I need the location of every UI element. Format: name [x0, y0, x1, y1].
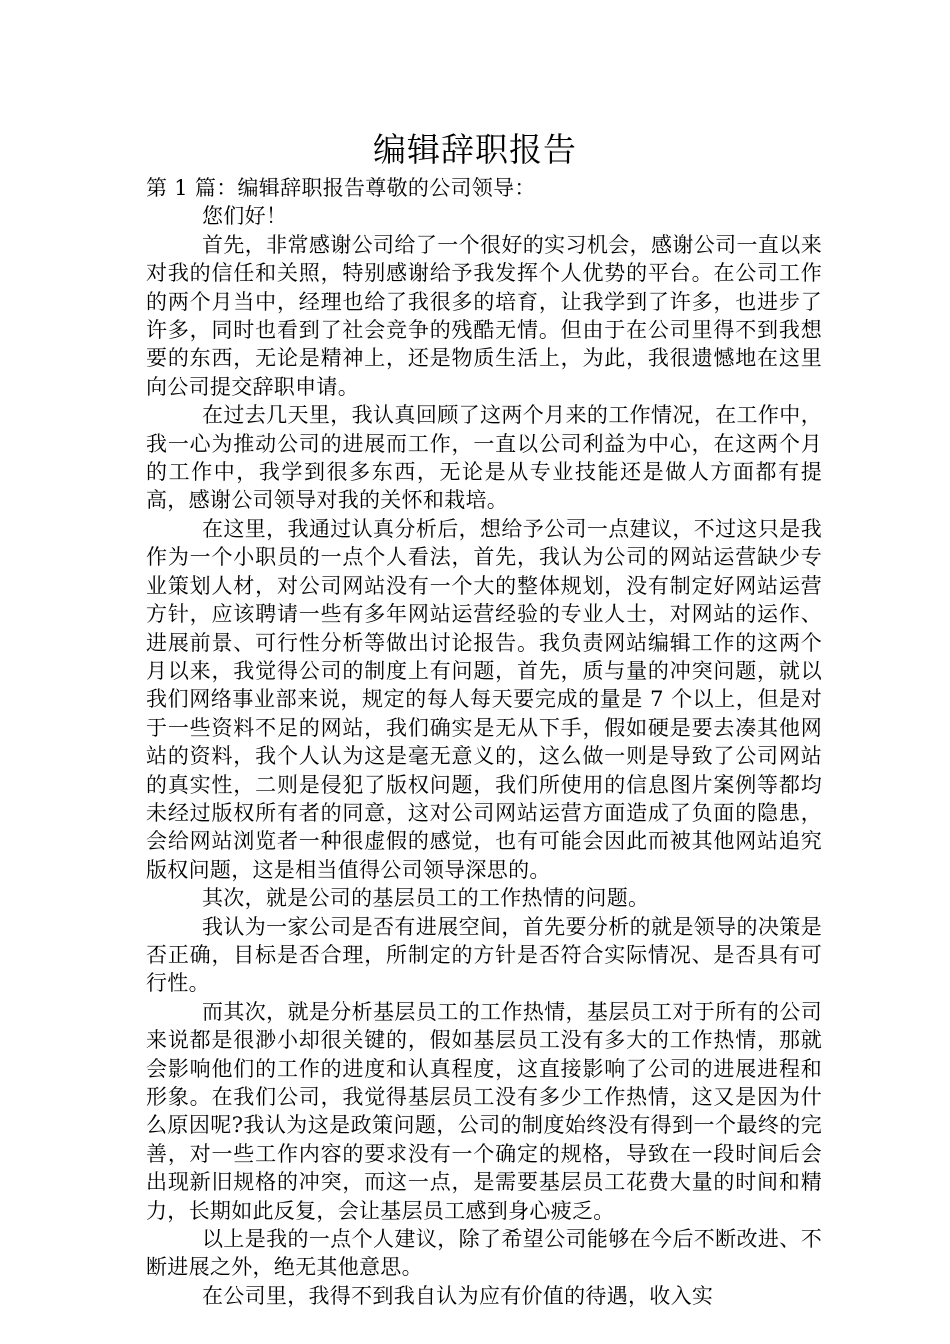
paragraph-suggestion: 在这里，我通过认真分析后，想给予公司一点建议，不过这只是我作为一个小职员的一点个人看法，首先，我认为公司的网站运营缺少专业策划人材，对公司网站没有一个大的整体规划，没有制定好网站运营方针，应该聘请一些有多年网站运营经验的专业人士，对网站的运作、进展前景、可行性分析等做出讨论报告。我负责网站编辑工作的这两个月以来，我觉得公司的制度上有问题，首先，质与量的冲突问题，就以我们网络事业部来说，规定的每人每天要完成的量是 7 个以上，但是对于一些资料不足的网站，我们确实是无从下手，假如硬是要去凑其他网站的资料，我个人认为这是毫无意义的，这么做一则是导致了公司网站的真实性，二则是侵犯了版权问题，我们所使用的信息图片案例等都均未经过版权所有者的同意，这对公司网站运营方面造成了负面的隐患，会给网站浏览者一种很虚假的感觉，也有可能会因此而被其他网站追究版权问题，这是相当值得公司领导深思的。 — [146, 516, 822, 882]
document-body — [146, 174, 822, 1310]
paragraph-closing-suggestion: 以上是我的一点个人建议，除了希望公司能够在今后不断改进、不断进展之外，绝无其他意思。 — [146, 1227, 822, 1280]
paragraph-leadership: 我认为一家公司是否有进展空间，首先要分析的就是领导的决策是否正确，目标是否合理，所制定的方针是否符合实际情况、是否具有可行性。 — [146, 914, 822, 996]
paragraph-greeting: 您们好！ — [202, 204, 288, 229]
paragraph-secondly: 其次，就是公司的基层员工的工作热情的问题。 — [202, 886, 650, 911]
paragraph-compensation: 在公司里，我得不到我自认为应有价值的待遇，收入实 — [202, 1283, 714, 1308]
paragraph-review: 在过去几天里，我认真回顾了这两个月来的工作情况，在工作中，我一心为推动公司的进展而工作，一直以公司利益为中心，在这两个月的工作中，我学到很多东西，无论是从专业技能还是做人方面都有提高，感谢公司领导对我的关怀和栽培。 — [146, 403, 822, 513]
paragraph-staff-enthusiasm: 而其次，就是分析基层员工的工作热情，基层员工对于所有的公司来说都是很渺小却很关键的，假如基层员工没有多大的工作热情，那就会影响他们的工作的进度和认真程度，这直接影响了公司的进展进程和形象。在我们公司，我觉得基层员工没有多少工作热情，这又是因为什么原因呢?我认为这是政策问题，公司的制度始终没有得到一个最终的完善，对一些工作内容的要求没有一个确定的规格，导致在一段时间后会出现新旧规格的冲突，而这一点，是需要基层员工花费大量的时间和精力，长期如此反复，会让基层员工感到身心疲乏。 — [146, 999, 822, 1223]
paragraph-heading-line: 第 1 篇：编辑辞职报告尊敬的公司领导： — [146, 176, 536, 200]
paragraph-thanks: 首先，非常感谢公司给了一个很好的实习机会，感谢公司一直以来对我的信任和关照，特别感谢给予我发挥个人优势的平台。在公司工作的两个月当中，经理也给了我很多的培育，让我学到了许多，也进步了许多，同时也看到了社会竞争的残酷无情。但由于在公司里得不到我想要的东西，无论是精神上，还是物质生活上，为此，我很遗憾地在这里向公司提交辞职申请。 — [146, 232, 822, 399]
document-title: 编辑辞职报告 — [373, 130, 577, 169]
